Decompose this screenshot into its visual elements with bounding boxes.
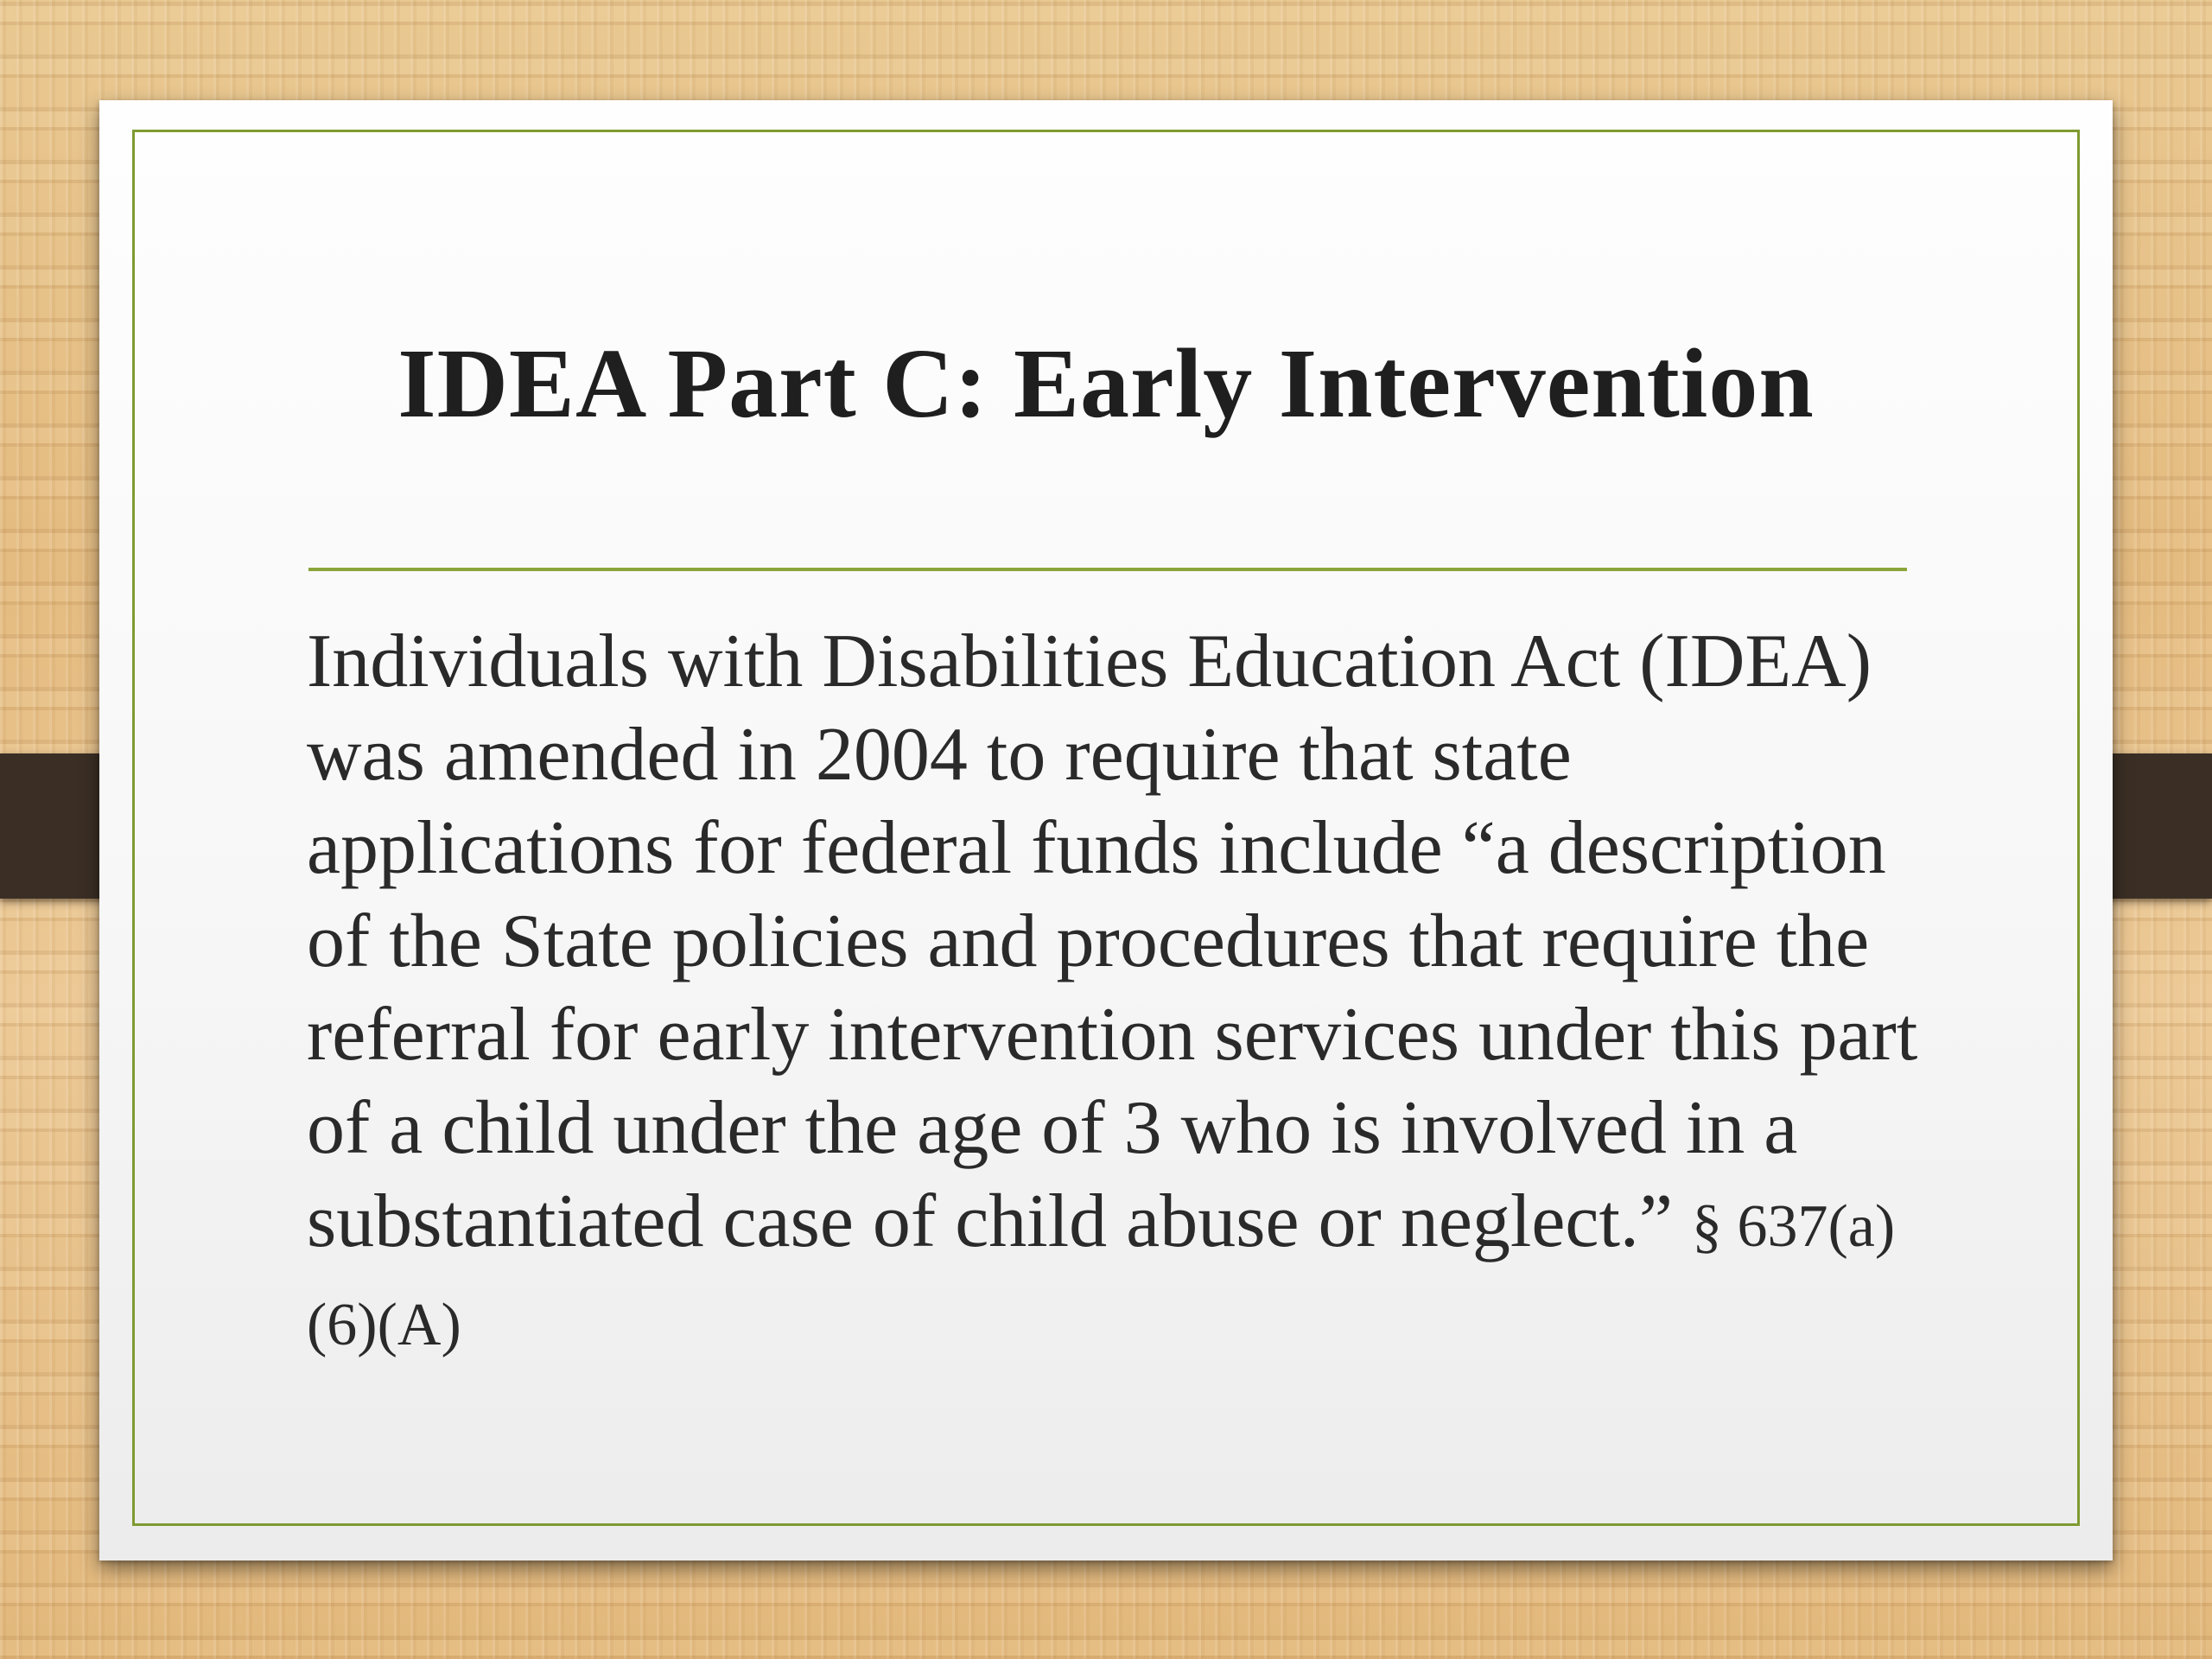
slide-title: IDEA Part C: Early Intervention (397, 328, 1815, 438)
slide-card (99, 100, 2113, 1560)
slide-body (307, 615, 1931, 1372)
title-divider (308, 568, 1907, 571)
body-text: Individuals with Disabilities Education Act (IDEA) was amended in 2004 to require that state applications for federal funds include “a description of the State policies and procedures that require the referral for early intervention services under this part of a child under the age of 3 who is involved in a substantiated case of child abuse or neglect.” (307, 620, 1918, 1263)
citation: § 637(a)(6)(A) (307, 1193, 1896, 1358)
